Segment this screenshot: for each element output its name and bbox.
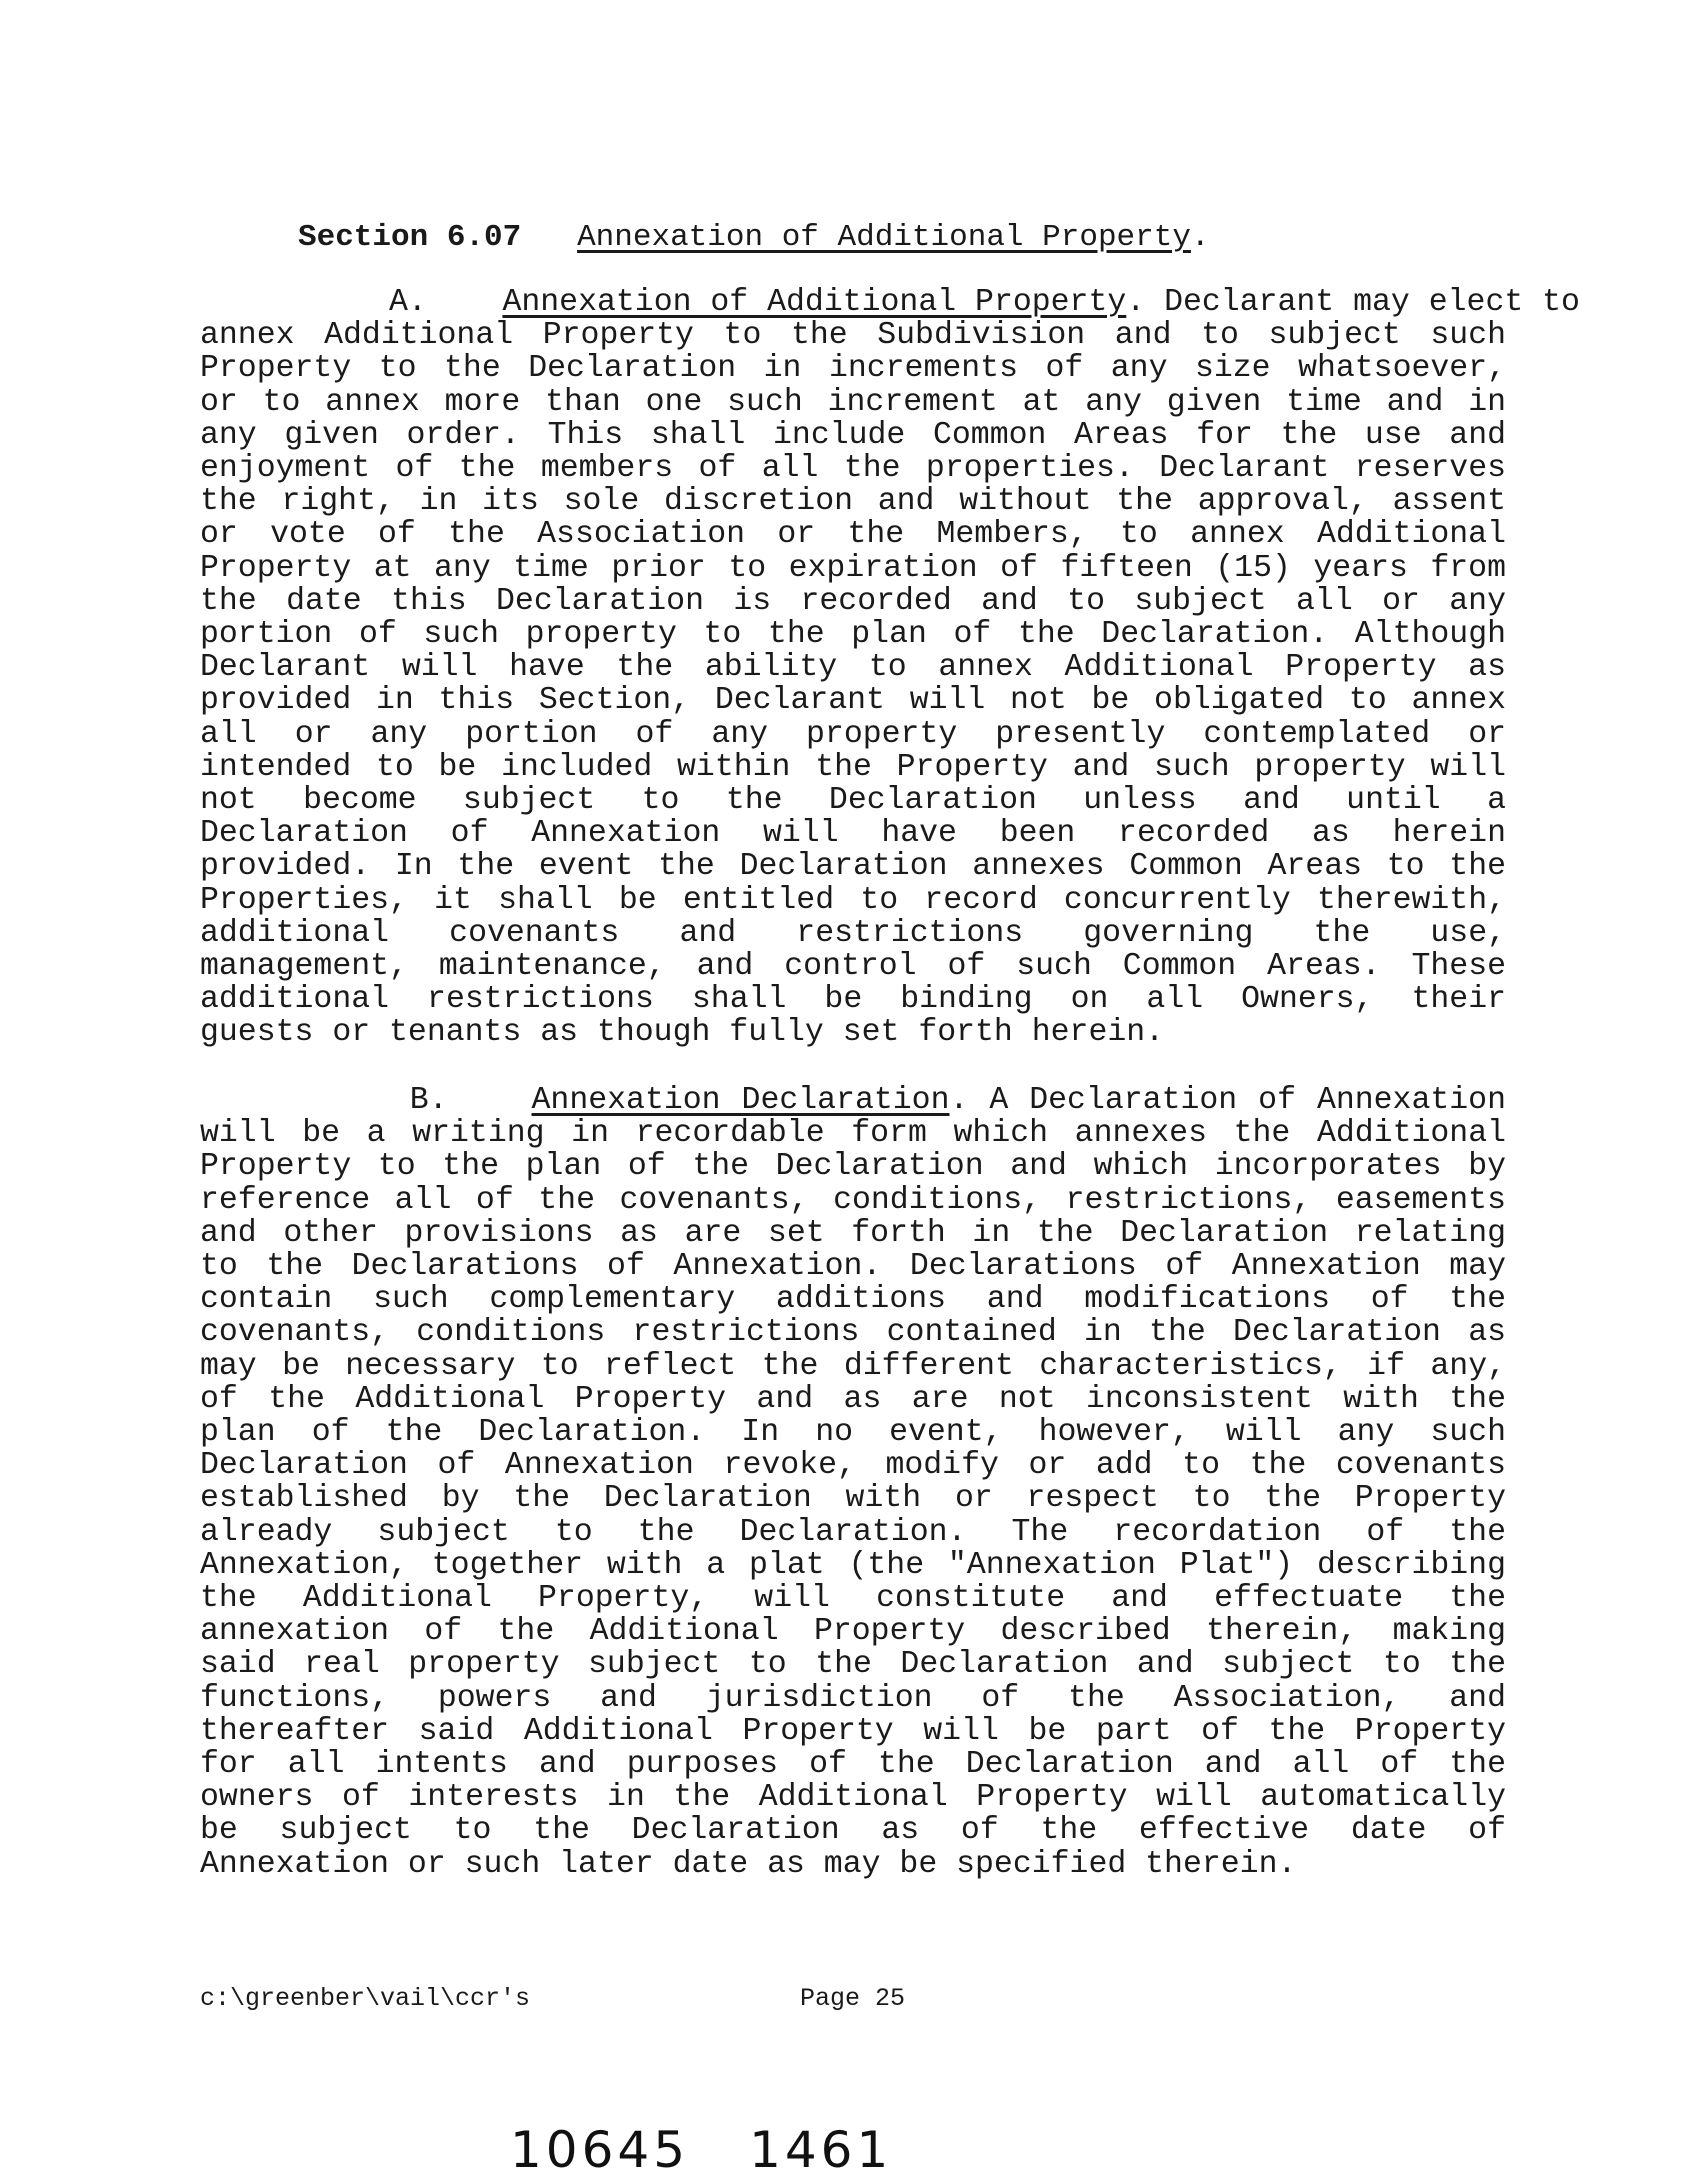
paragraph-marker: A.	[389, 285, 427, 320]
paragraph-line: Declarant will have the ability to annex Additional Property as	[200, 650, 1506, 686]
paragraph-line: Declaration of Annexation will have been recorded as herein	[200, 816, 1506, 852]
paragraph-line: Annexation, together with a plat (the "Annexation Plat") describing	[200, 1547, 1506, 1583]
paragraph-line: to the Declarations of Annexation. Declarations of Annexation may	[200, 1249, 1506, 1285]
paragraph-line: functions, powers and jurisdiction of the Association, and	[200, 1680, 1506, 1716]
section-heading	[298, 218, 1210, 258]
paragraph-line: plan of the Declaration. In no event, however, will any such	[200, 1415, 1506, 1451]
paragraph-line: Properties, it shall be entitled to record concurrently therewith,	[200, 882, 1506, 918]
paragraph-line: thereafter said Additional Property will be part of the Property	[200, 1713, 1506, 1749]
paragraph-line: of the Additional Property and as are not inconsistent with the	[200, 1381, 1506, 1417]
paragraph-line: reference all of the covenants, conditions, restrictions, easements	[200, 1182, 1506, 1218]
paragraph-heading: Annexation of Additional Property	[502, 285, 1127, 320]
paragraph-line: covenants, conditions restrictions contained in the Declaration as	[200, 1315, 1506, 1351]
paragraph-line: intended to be included within the Property and such property will	[200, 749, 1506, 785]
paragraph-line: annex Additional Property to the Subdivision and to subject such	[200, 318, 1506, 354]
footer-page-number: Page 25	[800, 1984, 906, 2013]
paragraph-heading: Annexation Declaration	[531, 1083, 950, 1118]
paragraph-line: all or any portion of any property presently contemplated or	[200, 716, 1506, 752]
paragraph-line: provided. In the event the Declaration annexes Common Areas to the	[200, 849, 1506, 885]
stamp-page-number: 1461	[749, 2121, 893, 2179]
paragraph-line: contain such complementary additions and modifications of the	[200, 1282, 1506, 1318]
recording-stamp	[510, 2122, 952, 2178]
paragraph-line-text: . Declarant may elect to	[1126, 285, 1580, 320]
paragraph-b	[200, 1084, 1506, 1881]
paragraph-line: said real property subject to the Declaration and subject to the	[200, 1647, 1506, 1683]
paragraph-line: or to annex more than one such increment at any given time and in	[200, 384, 1506, 420]
paragraph-line: any given order. This shall include Common Areas for the use and	[200, 417, 1506, 453]
paragraph-line: provided in this Section, Declarant will not be obligated to annex	[200, 683, 1506, 719]
paragraph-line: Declaration of Annexation revoke, modify or add to the covenants	[200, 1448, 1506, 1484]
paragraph-line: and other provisions as are set forth in the Declaration relating	[200, 1215, 1506, 1251]
paragraph-line: the date this Declaration is recorded and to subject all or any	[200, 583, 1506, 619]
paragraph-line: owners of interests in the Additional Property will automatically	[200, 1780, 1506, 1816]
paragraph-line: for all intents and purposes of the Declaration and all of the	[200, 1747, 1506, 1783]
paragraph-a	[200, 285, 1580, 1051]
paragraph-line: management, maintenance, and control of such Common Areas. These	[200, 949, 1506, 985]
paragraph-line: the Additional Property, will constitute and effectuate the	[200, 1581, 1506, 1617]
paragraph-marker: B.	[409, 1083, 448, 1118]
paragraph-line: additional covenants and restrictions governing the use,	[200, 915, 1506, 951]
paragraph-line	[200, 1084, 1506, 1117]
section-title-end: .	[1190, 220, 1210, 255]
paragraph-line-text: . A Declaration of Annexation	[949, 1083, 1506, 1118]
section-label: Section 6.07	[298, 220, 522, 255]
paragraph-line: established by the Declaration with or respect to the Property	[200, 1481, 1506, 1517]
paragraph-line: or vote of the Association or the Members, to annex Additional	[200, 517, 1506, 553]
paragraph-line: Property to the plan of the Declaration and which incorporates by	[200, 1149, 1506, 1185]
paragraph-line: additional restrictions shall be binding on all Owners, their	[200, 982, 1506, 1018]
paragraph-line: enjoyment of the members of all the properties. Declarant reserves	[200, 451, 1506, 487]
paragraph-line: Property at any time prior to expiration of fifteen (15) years from	[200, 550, 1506, 586]
paragraph-line: already subject to the Declaration. The recordation of the	[200, 1514, 1506, 1550]
paragraph-line: portion of such property to the plan of the Declaration. Although	[200, 617, 1506, 653]
paragraph-line: Property to the Declaration in increments of any size whatsoever,	[200, 351, 1506, 387]
paragraph-line: annexation of the Additional Property described therein, making	[200, 1614, 1506, 1650]
paragraph-line: the right, in its sole discretion and without the approval, assent	[200, 484, 1506, 520]
paragraph-line: Annexation or such later date as may be specified therein.	[200, 1846, 1297, 1882]
section-title: Annexation of Additional Property	[577, 220, 1191, 255]
paragraph-line: be subject to the Declaration as of the effective date of	[200, 1813, 1506, 1849]
footer-file-path: c:\greenber\vail\ccr's	[200, 1984, 531, 2013]
paragraph-line	[200, 285, 1580, 320]
stamp-book-number: 10645	[510, 2121, 690, 2179]
paragraph-line: will be a writing in recordable form which annexes the Additional	[200, 1116, 1506, 1152]
paragraph-line: may be necessary to reflect the different characteristics, if any,	[200, 1348, 1506, 1384]
paragraph-line: not become subject to the Declaration unless and until a	[200, 783, 1506, 819]
paragraph-line: guests or tenants as though fully set forth herein.	[200, 1015, 1165, 1051]
